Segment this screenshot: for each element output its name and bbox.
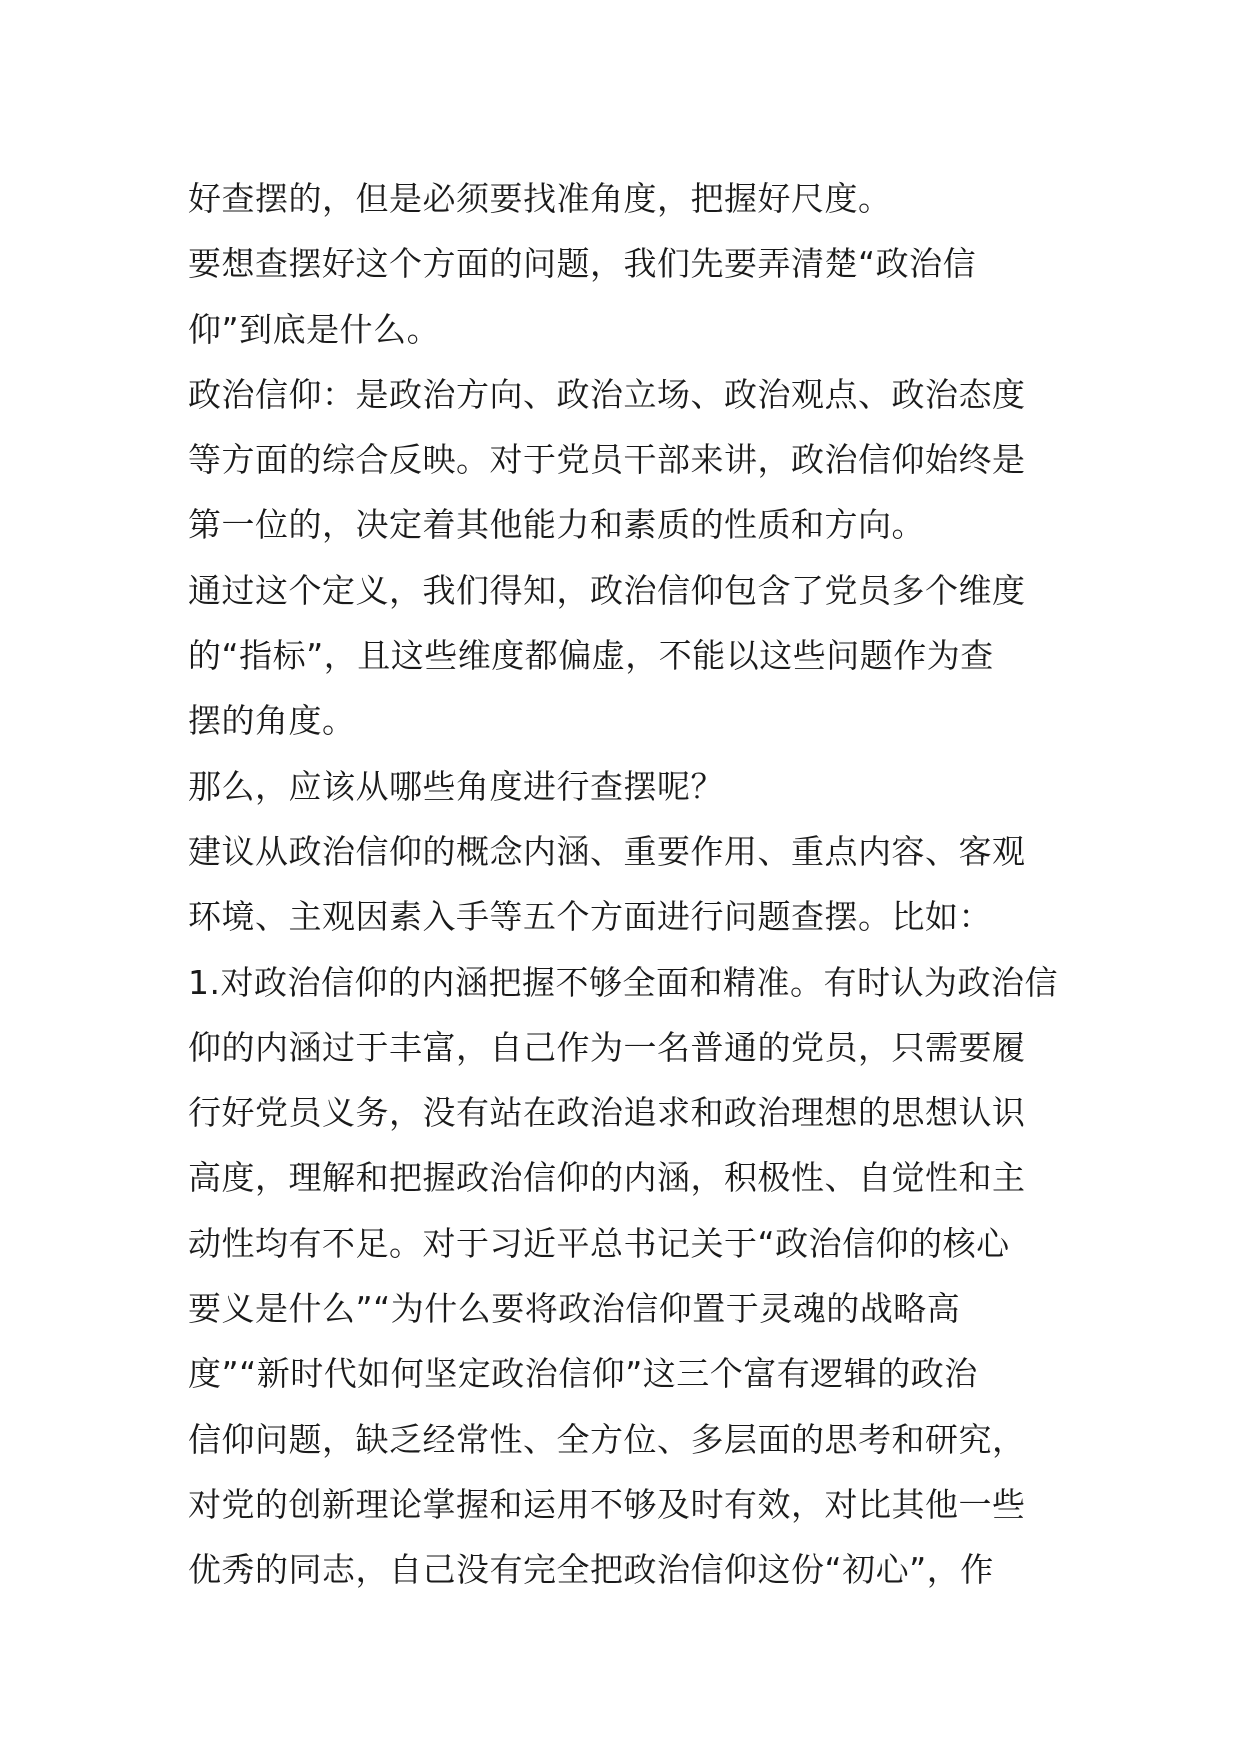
text-line: 通过这个定义，我们得知，政治信仰包含了党员多个维度: [188, 570, 1026, 610]
text-line: 仰的内涵过于丰富，自己作为一名普通的党员，只需要履: [188, 1027, 1026, 1067]
text-line: 要想查摆好这个方面的问题，我们先要弄清楚“政治信: [188, 244, 977, 284]
text-line: 第一位的，决定着其他能力和素质的性质和方向。: [188, 505, 925, 545]
text-line: 对党的创新理论掌握和运用不够及时有效，对比其他一些: [188, 1484, 1026, 1524]
text-line: 环境、主观因素入手等五个方面进行问题查摆。比如：: [188, 897, 992, 937]
text-line: 行好党员义务，没有站在政治追求和政治理想的思想认识: [188, 1093, 1026, 1133]
text-line: 政治信仰：是政治方向、政治立场、政治观点、政治态度: [188, 374, 1026, 414]
text-line: 等方面的综合反映。对于党员干部来讲，政治信仰始终是: [188, 440, 1026, 480]
text-line: 建议从政治信仰的概念内涵、重要作用、重点内容、客观: [188, 831, 1026, 871]
text-line: 优秀的同志，自己没有完全把政治信仰这份“初心”，作: [188, 1550, 994, 1590]
text-line: 摆的角度。: [188, 701, 356, 741]
document-body: [188, 166, 1068, 1603]
text-line: 好查摆的，但是必须要找准角度，把握好尺度。: [188, 179, 892, 218]
text-line: 1.对政治信仰的内涵把握不够全面和精准。有时认为政治信: [188, 962, 1058, 1002]
text-line: 那么，应该从哪些角度进行查摆呢？: [188, 766, 724, 806]
text-line: 高度，理解和把握政治信仰的内涵，积极性、自觉性和主: [188, 1158, 1026, 1198]
text-line: 仰”到底是什么。: [188, 309, 441, 349]
text-line: 动性均有不足。对于习近平总书记关于“政治信仰的核心: [188, 1223, 1010, 1263]
text-line: 的“指标”，且这些维度都偏虚，不能以这些问题作为查: [188, 636, 994, 676]
text-line: 信仰问题，缺乏经常性、全方位、多层面的思考和研究，: [188, 1419, 1026, 1459]
text-line: 度”“新时代如何坚定政治信仰”这三个富有逻辑的政治: [188, 1354, 978, 1394]
text-line: 要义是什么”“为什么要将政治信仰置于灵魂的战略高: [188, 1289, 961, 1329]
